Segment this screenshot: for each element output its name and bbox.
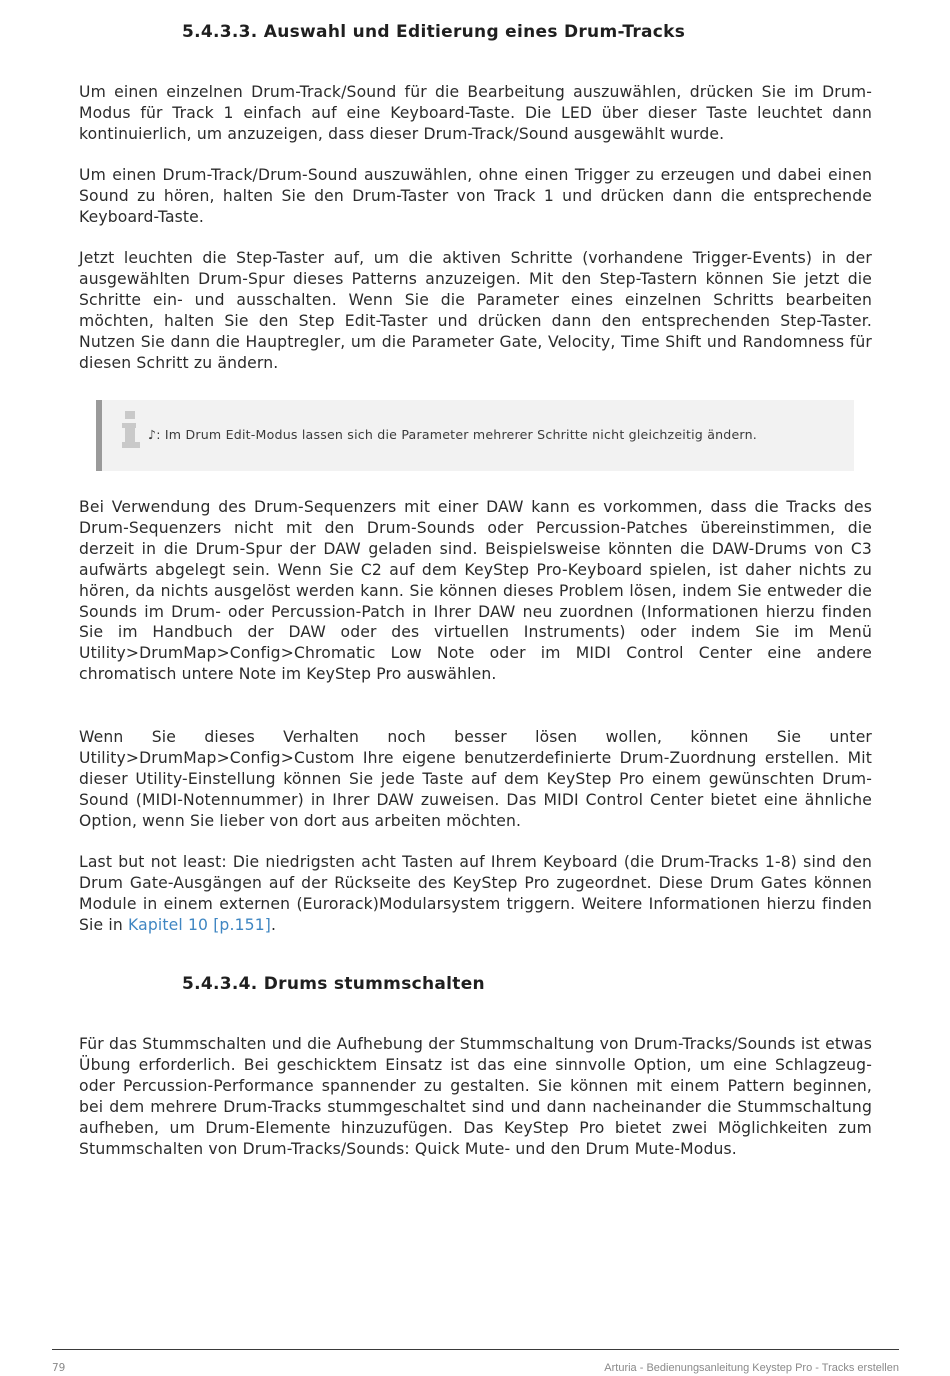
page-number: 79 xyxy=(52,1362,66,1374)
section-heading-drum-track-selection: 5.4.3.3. Auswahl und Editierung eines Drum-Tracks xyxy=(182,22,686,42)
paragraph-drum-gates xyxy=(79,852,872,936)
drum-gates-text: Last but not least: Die niedrigsten acht Tasten auf Ihrem Keyboard (die Drum-Tracks 1-8) sind den Drum Gate-Ausgängen auf der Rückseite des KeyStep Pro zugeordnet. Diese Drum Gates können Module in einem externen (Eurorack)Modularsystem triggern. Weitere Informationen hierzu finden Sie in xyxy=(79,853,872,934)
footer-title: Arturia - Bedienungsanleitung Keystep Pro - Tracks erstellen xyxy=(604,1362,899,1374)
paragraph-step-buttons: Jetzt leuchten die Step-Taster auf, um die aktiven Schritte (vorhandene Trigger-Events) in der ausgewählten Drum-Spur dieses Patterns anzuzeigen. Mit den Step-Tastern können Sie jetzt die Schritte ein- und ausschalten. Wenn Sie die Parameter eines einzelnen Schritts bearbeiten möchten, halten Sie den Step Edit-Taster und drücken dann den entsprechenden Step-Taster. Nutzen Sie dann die Hauptregler, um die Parameter Gate, Velocity, Time Shift und Randomness für diesen Schritt zu ändern. xyxy=(79,249,872,372)
note-box xyxy=(96,400,854,471)
paragraph-mute-drums: Für das Stummschalten und die Aufhebung der Stummschaltung von Drum-Tracks/Sounds ist etwas Übung erforderlich. Bei geschicktem Einsatz ist das eine sinnvolle Option, um eine Schlagzeug- oder Percussion-Performance spannender zu gestalten. Sie können mit einem Pattern beginnen, bei dem mehrere Drum-Tracks stummgeschaltet sind und dann nacheinander die Stummschaltung aufheben, um Drum-Elemente hinzuzufügen. Das KeyStep Pro bietet zwei Möglichkeiten zum Stummschalten von Drum-Tracks/Sounds: Quick Mute- und den Drum Mute-Modus. xyxy=(79,1035,872,1158)
paragraph-daw-drum-mapping: Bei Verwendung des Drum-Sequenzers mit einer DAW kann es vorkommen, dass die Tracks des Drum-Sequenzers nicht mit den Drum-Sounds oder Percussion-Patches übereinstimmen, die derzeit in die Drum-Spur der DAW geladen sind. Beispielsweise könnten die DAW-Drums von C3 aufwärts abgelegt sein. Wenn Sie C2 auf dem KeyStep Pro-Keyboard spielen, ist daher nichts zu hören, da nichts ausgelöst werden kann. Sie können dieses Problem lösen, indem Sie entweder die Sounds im Drum- oder Percussion-Patch in Ihrer DAW neu zuordnen (Informationen hierzu finden Sie im Handbuch der DAW oder des virtuellen Instruments) oder indem Sie im Menü Utility>DrumMap>Config>Chromatic Low Note oder im MIDI Control Center eine andere chromatisch untere Note im KeyStep Pro auswählen. xyxy=(79,498,872,684)
footer-divider xyxy=(52,1349,899,1350)
info-icon xyxy=(120,409,142,453)
drum-gates-text-end: . xyxy=(271,915,277,934)
paragraph-select-without-trigger: Um einen Drum-Track/Drum-Sound auszuwählen, ohne einen Trigger zu erzeugen und dabei einen Sound zu hören, halten Sie den Drum-Taster von Track 1 und drücken dann die entsprechende Keyboard-Taste. xyxy=(79,166,872,226)
chapter-10-link[interactable]: Kapitel 10 [p.151] xyxy=(128,915,272,934)
section-heading-mute-drums: 5.4.3.4. Drums stummschalten xyxy=(182,974,485,994)
paragraph-select-drum-track: Um einen einzelnen Drum-Track/Sound für die Bearbeitung auszuwählen, drücken Sie im Drum-Modus für Track 1 einfach auf eine Keyboard-Taste. Die LED über dieser Taste leuchtet dann kontinuierlich, um anzuzeigen, dass dieser Drum-Track/Sound ausgewählt wurde. xyxy=(79,83,872,143)
note-text: ♪: Im Drum Edit-Modus lassen sich die Parameter mehrerer Schritte nicht gleichzeitig ändern. xyxy=(148,427,757,442)
paragraph-custom-drum-map: Wenn Sie dieses Verhalten noch besser lösen wollen, können Sie unter Utility>DrumMap>Config>Custom Ihre eigene benutzerdefinierte Drum-Zuordnung erstellen. Mit dieser Utility-Einstellung können Sie jede Taste auf dem KeyStep Pro einem gewünschten Drum-Sound (MIDI-Notennummer) in Ihrer DAW zuweisen. Das MIDI Control Center bietet eine ähnliche Option, wenn Sie lieber von dort aus arbeiten möchten. xyxy=(79,728,872,830)
